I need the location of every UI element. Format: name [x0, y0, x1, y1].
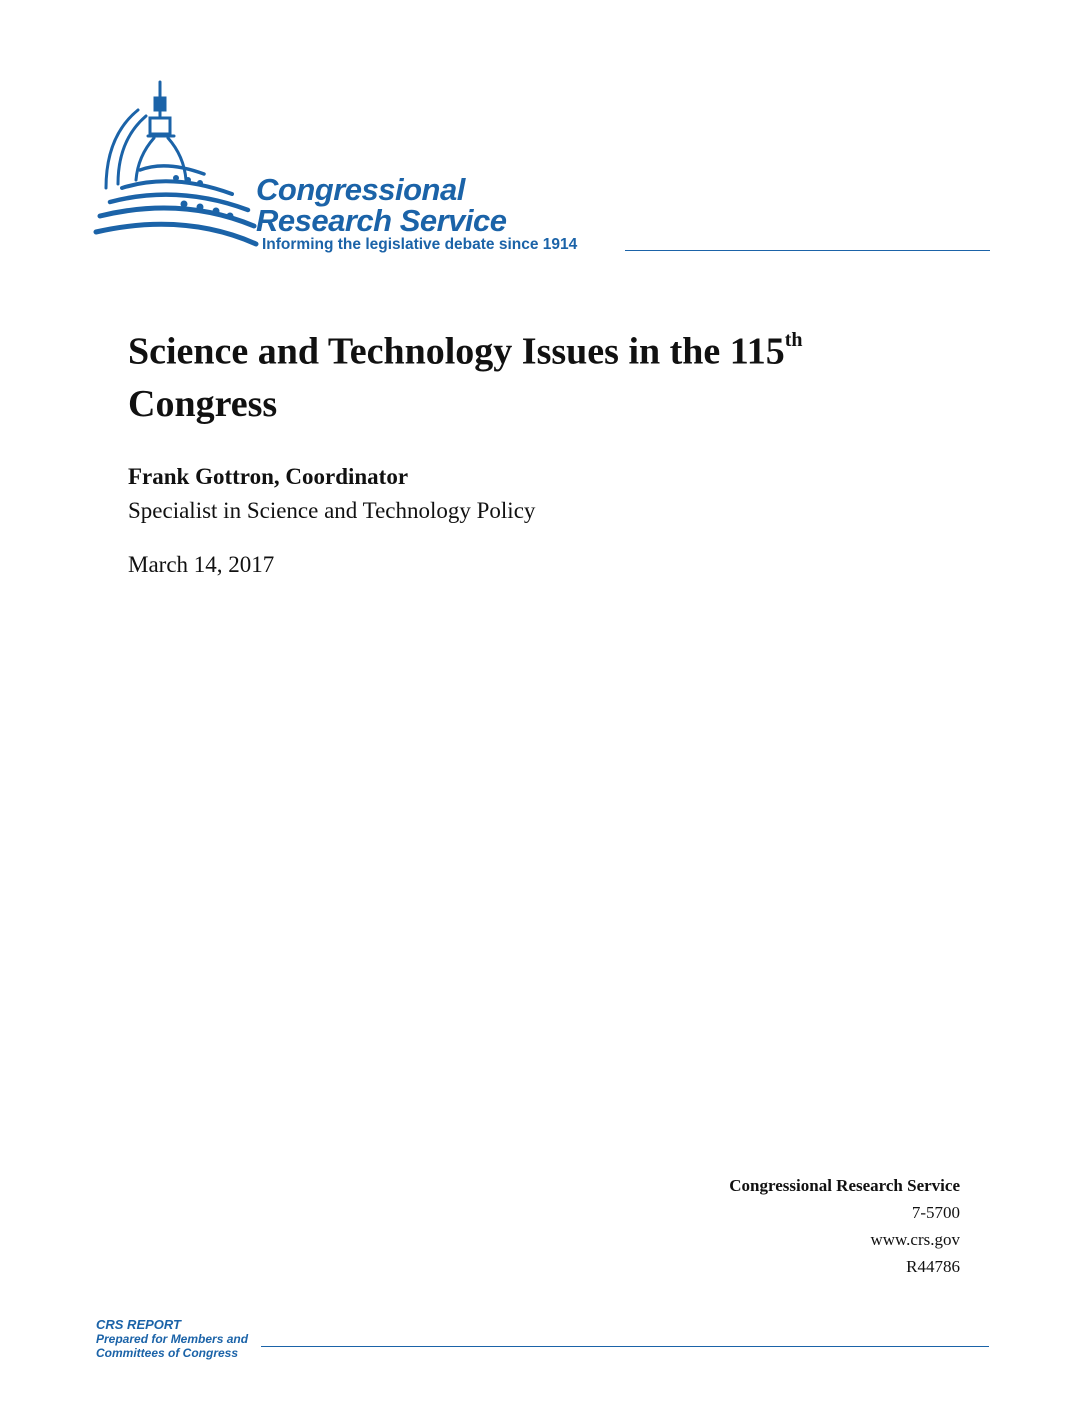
- document-title: [128, 318, 1008, 430]
- logo-name-line2: Research Service: [256, 203, 507, 238]
- crs-report-line1: Prepared for Members and: [96, 1332, 249, 1346]
- report-number: R44786: [906, 1257, 960, 1276]
- report-date: March 14, 2017: [128, 552, 275, 577]
- capitol-dome-icon: [92, 76, 262, 256]
- bottom-rule: [261, 1346, 989, 1347]
- crs-report-label: [96, 1318, 248, 1360]
- tagline-rule: [625, 250, 990, 251]
- crs-logo: [92, 76, 992, 266]
- author-name: Frank Gottron, Coordinator: [128, 464, 409, 489]
- crs-report-heading: CRS REPORT: [96, 1317, 181, 1332]
- title-superscript: th: [784, 329, 803, 351]
- website-link[interactable]: www.crs.gov: [870, 1230, 960, 1249]
- logo-tagline: Informing the legislative debate since 1914: [262, 236, 578, 253]
- publisher-name: Congressional Research Service: [729, 1176, 960, 1195]
- title-main: Science and Technology Issues in the 115: [128, 330, 785, 373]
- phone-number: 7-5700: [911, 1203, 960, 1222]
- publisher-info: [729, 1172, 960, 1280]
- author-position: Specialist in Science and Technology Policy: [128, 498, 536, 523]
- crs-report-line2: Committees of Congress: [96, 1346, 239, 1360]
- title-line2: Congress: [128, 382, 278, 425]
- logo-name-line1: Congressional: [256, 172, 465, 207]
